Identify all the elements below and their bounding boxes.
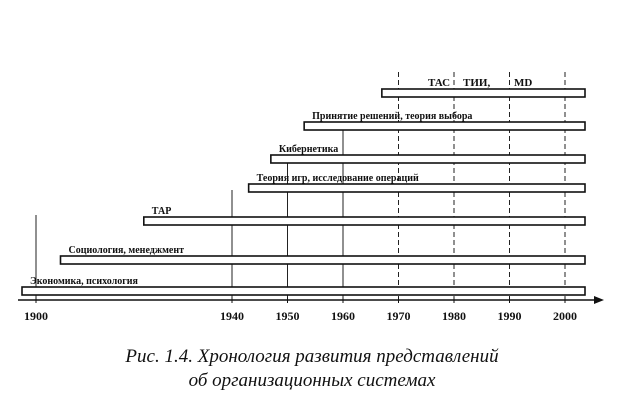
tick-label-1960: 1960	[331, 309, 355, 323]
timeline-bar-2	[271, 155, 585, 163]
timeline-bars	[22, 77, 585, 295]
timeline-bar-5	[61, 256, 586, 264]
bar-label-0-1: ТИИ,	[463, 77, 491, 89]
bar-label-6: Экономика, психология	[30, 276, 138, 287]
bar-label-0-0: ТАС	[428, 77, 451, 89]
caption-line-1: Рис. 1.4. Хронология развития представлений	[125, 346, 499, 367]
timeline-bar-3	[249, 184, 585, 192]
tick-label-1990: 1990	[497, 309, 522, 323]
tick-label-1980: 1980	[442, 309, 466, 323]
tick-label-1970: 1970	[386, 309, 411, 323]
caption-line-2: об организационных системах	[188, 370, 436, 391]
tick-label-1950: 1950	[275, 309, 300, 323]
tick-label-1900: 1900	[24, 309, 48, 323]
tick-label-1940: 1940	[220, 309, 244, 323]
axis-arrow-icon	[594, 296, 604, 304]
time-axis	[18, 296, 604, 323]
timeline-bar-0	[382, 89, 585, 97]
bar-label-5: Социология, менеджмент	[68, 245, 184, 256]
bar-label-1: Принятие решений, теория выбора	[312, 111, 473, 122]
tick-label-2000: 2000	[553, 309, 577, 323]
bar-label-0-2: MD	[514, 77, 533, 89]
timeline-bar-4	[144, 217, 585, 225]
bar-label-2: Кибернетика	[278, 144, 339, 155]
bar-label-3: Теория игр, исследование операций	[256, 173, 419, 184]
bar-label-4: ТАР	[151, 206, 172, 217]
timeline-bar-1	[304, 122, 585, 130]
timeline-bar-6	[22, 287, 585, 295]
